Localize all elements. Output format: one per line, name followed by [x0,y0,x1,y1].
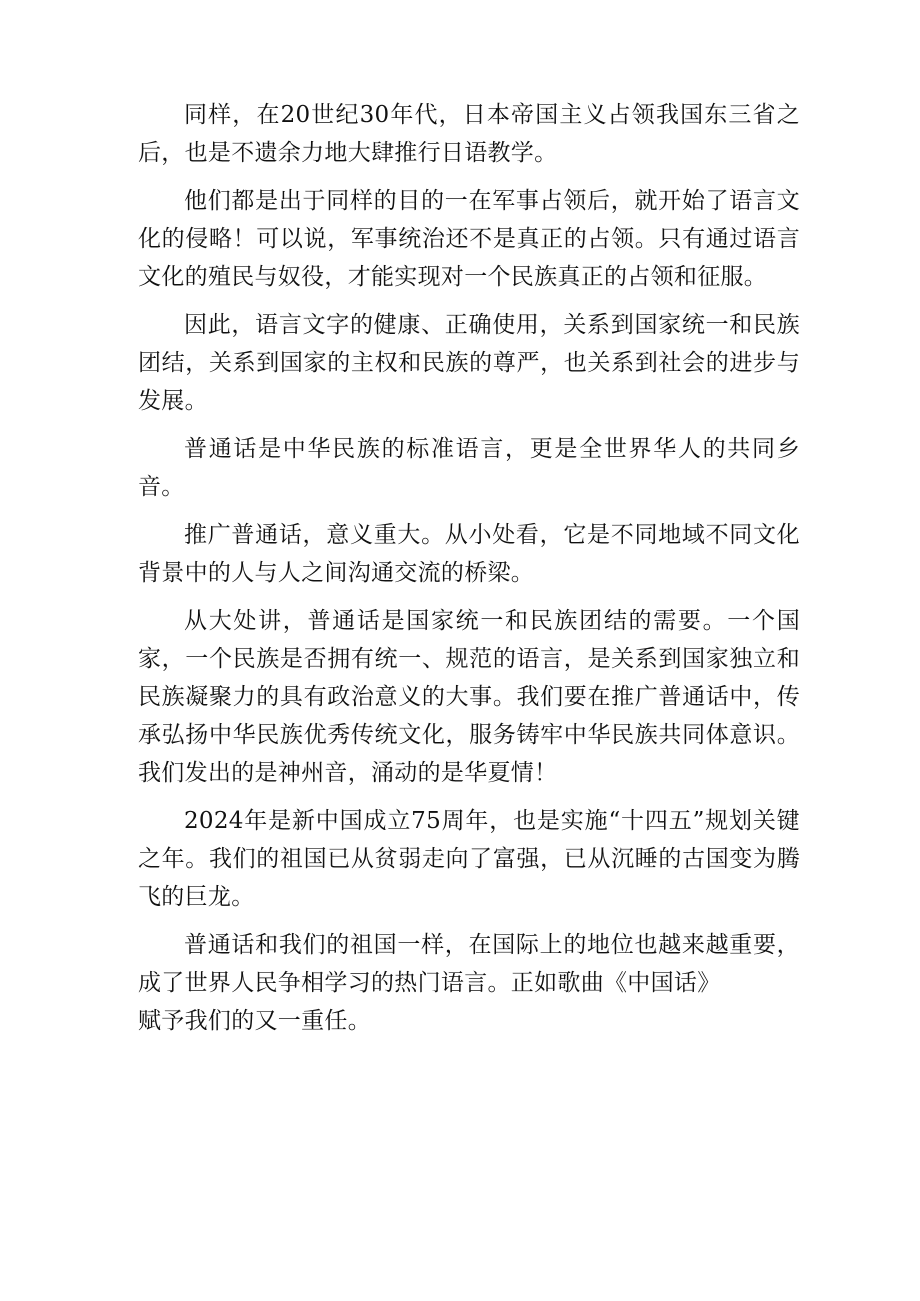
paragraph-8: 普通话和我们的祖国一样，在国际上的地位也越来越重要，成了世界人民争相学习的热门语言。正如歌曲《中国话》 [138,932,800,996]
paragraph-6: 从大处讲，普通话是国家统一和民族团结的需要。一个国家，一个民族是否拥有统一、规范的语言，是关系到国家独立和民族凝聚力的具有政治意义的大事。我们要在推广普通话中，传承弘扬中华民族优秀传统文化，服务铸牢中华民族共同体意识。我们发出的是神州音，涌动的是华夏情！ [138,608,800,786]
paragraph-3: 因此，语言文字的健康、正确使用，关系到国家统一和民族团结，关系到国家的主权和民族的尊严，也关系到社会的进步与发展。 [138,312,800,414]
paragraph-5: 推广普通话，意义重大。从小处看，它是不同地域不同文化背景中的人与人之间沟通交流的桥梁。 [138,522,800,586]
paragraph-4: 普通话是中华民族的标准语言，更是全世界华人的共同乡音。 [138,436,800,500]
paragraph-7: 2024年是新中国成立75周年，也是实施“十四五”规划关键之年。我们的祖国已从贫弱走向了富强，已从沉睡的古国变为腾飞的巨龙。 [138,808,800,910]
paragraph-1: 同样，在20世纪30年代，日本帝国主义占领我国东三省之后，也是不遗余力地大肆推行日语教学。 [138,102,800,166]
paragraph-2: 他们都是出于同样的目的一在军事占领后，就开始了语言文化的侵略！可以说，军事统治还不是真正的占领。只有通过语言文化的殖民与奴役，才能实现对一个民族真正的占领和征服。 [138,188,800,290]
document-body [138,96,800,1040]
trailing-line: 赋予我们的又一重任。 [138,1008,371,1034]
